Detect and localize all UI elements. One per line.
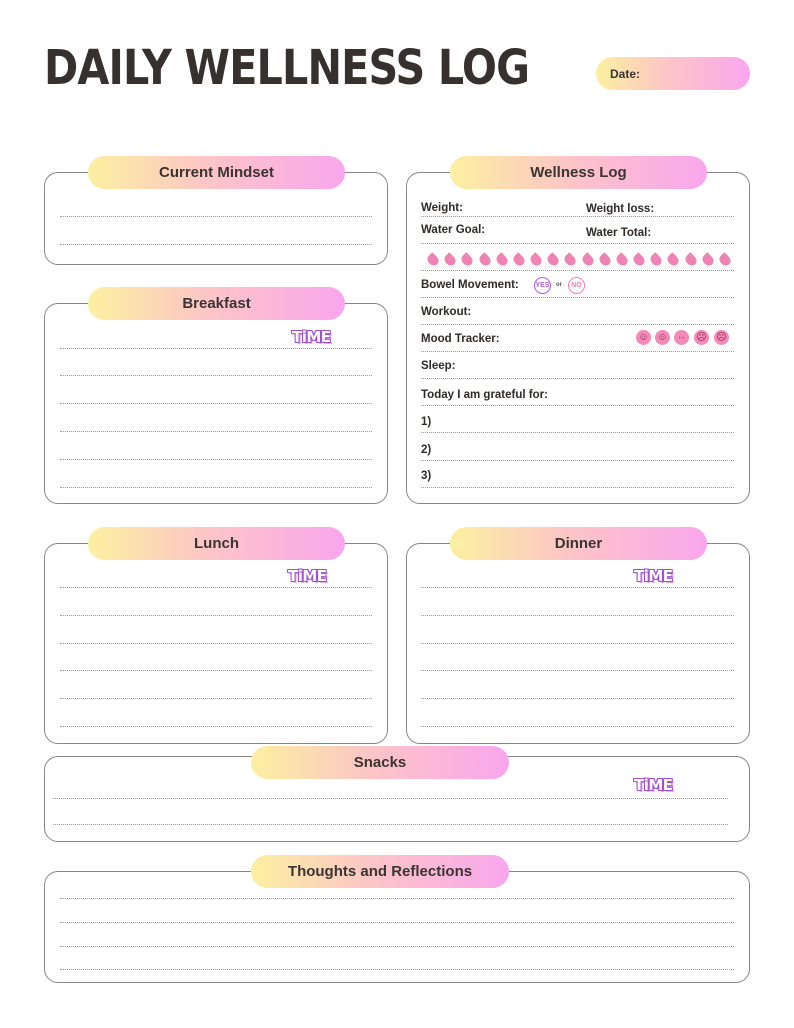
workout-label: Workout: [421,306,472,318]
mood-line [421,351,734,352]
sleep-label: Sleep: [421,360,456,372]
crying-face-icon[interactable]: ☹ [714,330,729,345]
mindset-write-line[interactable] [60,244,372,245]
thoughts-header [251,855,509,888]
breakfast-header [88,287,345,320]
wellness-log-header [450,156,707,189]
dinner-write-line[interactable] [421,643,734,644]
water-drop-icon[interactable] [666,252,682,268]
water-drop-icon[interactable] [631,252,647,268]
grateful-line [421,405,734,406]
breakfast-title: Breakfast [182,295,251,312]
breakfast-write-line[interactable] [60,459,372,460]
or-label: or [556,282,562,288]
workout-line[interactable] [421,324,734,325]
water-drops-line [421,270,734,271]
water-drop-tracker [428,249,730,269]
water-drop-icon[interactable] [563,252,579,268]
thoughts-write-line[interactable] [60,898,734,899]
water-drop-icon[interactable] [545,252,561,268]
lunch-write-line[interactable] [60,615,372,616]
mindset-title: Current Mindset [158,164,274,181]
mindset-write-line[interactable] [60,216,372,217]
grateful-label: Today I am grateful for: [421,389,548,401]
grateful-write-line[interactable] [421,432,734,433]
grateful-write-line[interactable] [421,487,734,488]
snacks-header [251,746,509,779]
lunch-write-line[interactable] [60,726,372,727]
water-drop-icon[interactable] [511,252,527,268]
mood-tracker-label: Mood Tracker: [421,333,500,345]
weight-label: Weight: [421,202,463,214]
page-title: DAILY WELLNESS LOG [44,40,530,96]
grateful-item-3: 3) [421,470,432,482]
dinner-write-line[interactable] [421,615,734,616]
dinner-write-line[interactable] [421,726,734,727]
water-drop-icon[interactable] [648,252,664,268]
water-total-label: Water Total: [586,227,652,239]
snacks-write-line[interactable] [53,824,728,825]
water-drop-icon[interactable] [425,252,441,268]
mindset-header [88,156,345,189]
weight-loss-label: Weight loss: [586,203,655,215]
weight-line[interactable] [421,216,734,217]
bowel-movement-label: Bowel Movement: [421,279,519,291]
breakfast-write-line[interactable] [60,487,372,488]
wellness-log-title: Wellness Log [530,164,627,181]
water-drop-icon[interactable] [477,252,493,268]
water-drop-icon[interactable] [597,252,613,268]
date-label: Date: [610,66,641,81]
neutral-face-icon[interactable]: ·· [674,330,689,345]
water-drop-icon[interactable] [580,252,596,268]
water-drop-icon[interactable] [528,252,544,268]
dinner-write-line[interactable] [421,587,734,588]
frowning-face-icon[interactable]: ☹ [694,330,709,345]
breakfast-write-line[interactable] [60,431,372,432]
breakfast-time-badge: TiME [292,328,331,346]
lunch-write-line[interactable] [60,643,372,644]
snacks-time-badge: TiME [634,776,673,794]
water-line[interactable] [421,243,734,244]
grateful-write-line[interactable] [421,460,734,461]
grinning-face-icon[interactable]: ☺ [636,330,651,345]
dinner-write-line[interactable] [421,698,734,699]
grateful-item-1: 1) [421,416,432,428]
thoughts-title: Thoughts and Reflections [287,863,473,880]
thoughts-write-line[interactable] [60,969,734,970]
snacks-write-line[interactable] [53,798,728,799]
snacks-title: Snacks [353,754,407,771]
breakfast-write-line[interactable] [60,348,372,349]
thoughts-write-line[interactable] [60,946,734,947]
breakfast-write-line[interactable] [60,375,372,376]
thoughts-write-line[interactable] [60,922,734,923]
water-drop-icon[interactable] [700,252,716,268]
lunch-title: Lunch [194,535,239,552]
dinner-header [450,527,707,560]
breakfast-write-line[interactable] [60,403,372,404]
date-field[interactable] [596,57,750,90]
grateful-item-2: 2) [421,444,432,456]
water-drop-icon[interactable] [494,252,510,268]
lunch-write-line[interactable] [60,587,372,588]
lunch-write-line[interactable] [60,670,372,671]
no-icon[interactable]: NO [568,277,585,294]
water-drop-icon[interactable] [614,252,630,268]
water-drop-icon[interactable] [683,252,699,268]
lunch-write-line[interactable] [60,698,372,699]
yes-icon[interactable]: YES [534,277,551,294]
lunch-header [88,527,345,560]
smiling-face-icon[interactable]: ☺ [655,330,670,345]
bowel-line [421,297,734,298]
dinner-time-badge: TiME [634,567,673,585]
dinner-write-line[interactable] [421,670,734,671]
water-goal-label: Water Goal: [421,224,486,236]
lunch-time-badge: TiME [288,567,327,585]
water-drop-icon[interactable] [442,252,458,268]
water-drop-icon[interactable] [460,252,476,268]
sleep-line[interactable] [421,378,734,379]
dinner-title: Dinner [554,535,603,552]
